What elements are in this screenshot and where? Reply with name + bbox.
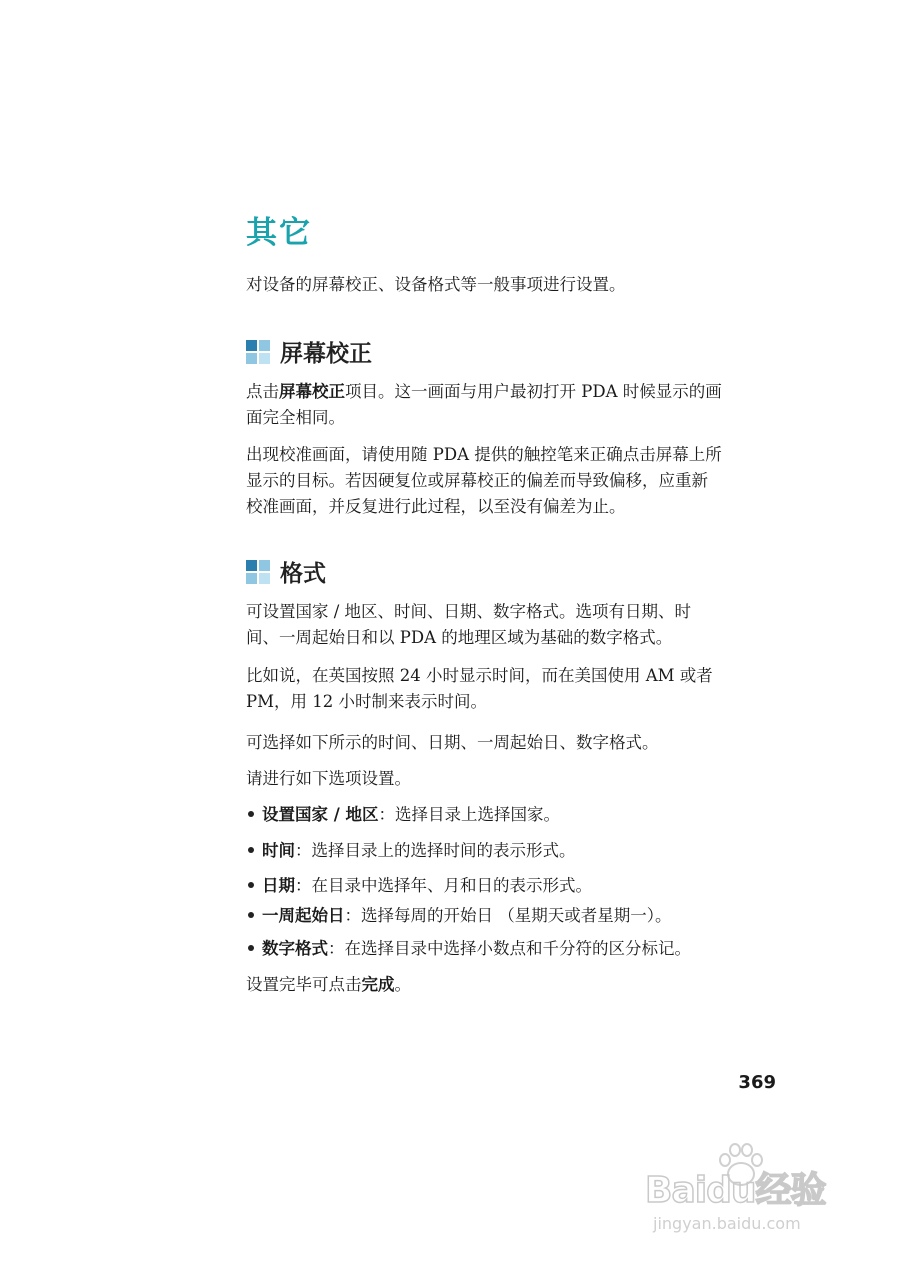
text-line: 校准画面，并反复进行此过程，以至没有偏差为止。 (246, 497, 626, 516)
bullet-text: ：在选择目录中选择小数点和千分符的区分标记。 (328, 939, 691, 958)
paragraph (246, 599, 786, 651)
closing-text (246, 972, 786, 998)
list-item (246, 802, 560, 828)
watermark-url: jingyan.baidu.com (653, 1214, 801, 1233)
text-line (246, 379, 786, 405)
bullet-icon (248, 912, 254, 918)
section-title: 屏幕校正 (280, 341, 372, 367)
bullet-icon (248, 945, 254, 951)
bullet-label: 一周起始日 (262, 906, 345, 925)
section-header-screen-calibration (246, 335, 372, 368)
list-item (246, 873, 592, 899)
text-line: 可设置国家 / 地区、时间、日期、数字格式。选项有日期、时 (246, 602, 692, 621)
bullet-label: 日期 (262, 876, 295, 895)
watermark-logo: Baidu经验 (645, 1170, 826, 1211)
text-line: 比如说，在英国按照 24 小时显示时间，而在美国使用 AM 或者 (246, 666, 713, 685)
section-header-format (246, 555, 326, 588)
intro-text: 对设备的屏幕校正、设备格式等一般事项进行设置。 (246, 275, 626, 294)
page-title: 其它 (246, 215, 312, 251)
paragraph (246, 379, 786, 431)
text-line: 间、一周起始日和以 PDA 的地理区域为基础的数字格式。 (246, 628, 673, 647)
text-line: 出现校准画面，请使用随 PDA 提供的触控笔来正确点击屏幕上所 (246, 445, 722, 464)
list-item (246, 838, 576, 864)
list-item (246, 903, 672, 929)
page-number: 369 (738, 1072, 776, 1093)
bullet-text: ：选择目录上的选择时间的表示形式。 (295, 841, 576, 860)
bullet-label: 数字格式 (262, 939, 328, 958)
text-line: PM，用 12 小时制来表示时间。 (246, 692, 487, 711)
bullet-icon (248, 811, 254, 817)
bullet-text: ：在目录中选择年、月和日的表示形式。 (295, 876, 592, 895)
text-run: 项目。这一画面与用户最初打开 PDA 时候显示的画 (345, 382, 722, 401)
text-run: 。 (394, 975, 411, 994)
section-title: 格式 (280, 561, 326, 587)
bullet-text: ：选择每周的开始日 （星期天或者星期一）。 (344, 906, 672, 925)
bold-term: 屏幕校正 (279, 382, 345, 401)
text-run: 点击 (246, 382, 279, 401)
paragraph: 可选择如下所示的时间、日期、一周起始日、数字格式。 (246, 733, 659, 752)
text-line: 面完全相同。 (246, 408, 345, 427)
paragraph: 请进行如下选项设置。 (246, 769, 411, 788)
bullet-label: 时间 (262, 841, 295, 860)
watermark (645, 1140, 865, 1240)
bullet-text: ：选择目录上选择国家。 (378, 805, 561, 824)
bullet-icon (248, 847, 254, 853)
text-line: 显示的目标。若因硬复位或屏幕校正的偏差而导致偏移，应重新 (246, 471, 708, 490)
bullet-icon (248, 882, 254, 888)
bold-term: 完成 (361, 975, 395, 994)
section-squares-icon (246, 560, 270, 584)
paragraph (246, 663, 786, 715)
paragraph (246, 442, 786, 520)
text-run: 设置完毕可点击 (246, 975, 362, 994)
section-squares-icon (246, 340, 270, 364)
bullet-label: 设置国家 / 地区 (262, 805, 379, 824)
list-item (246, 936, 691, 962)
